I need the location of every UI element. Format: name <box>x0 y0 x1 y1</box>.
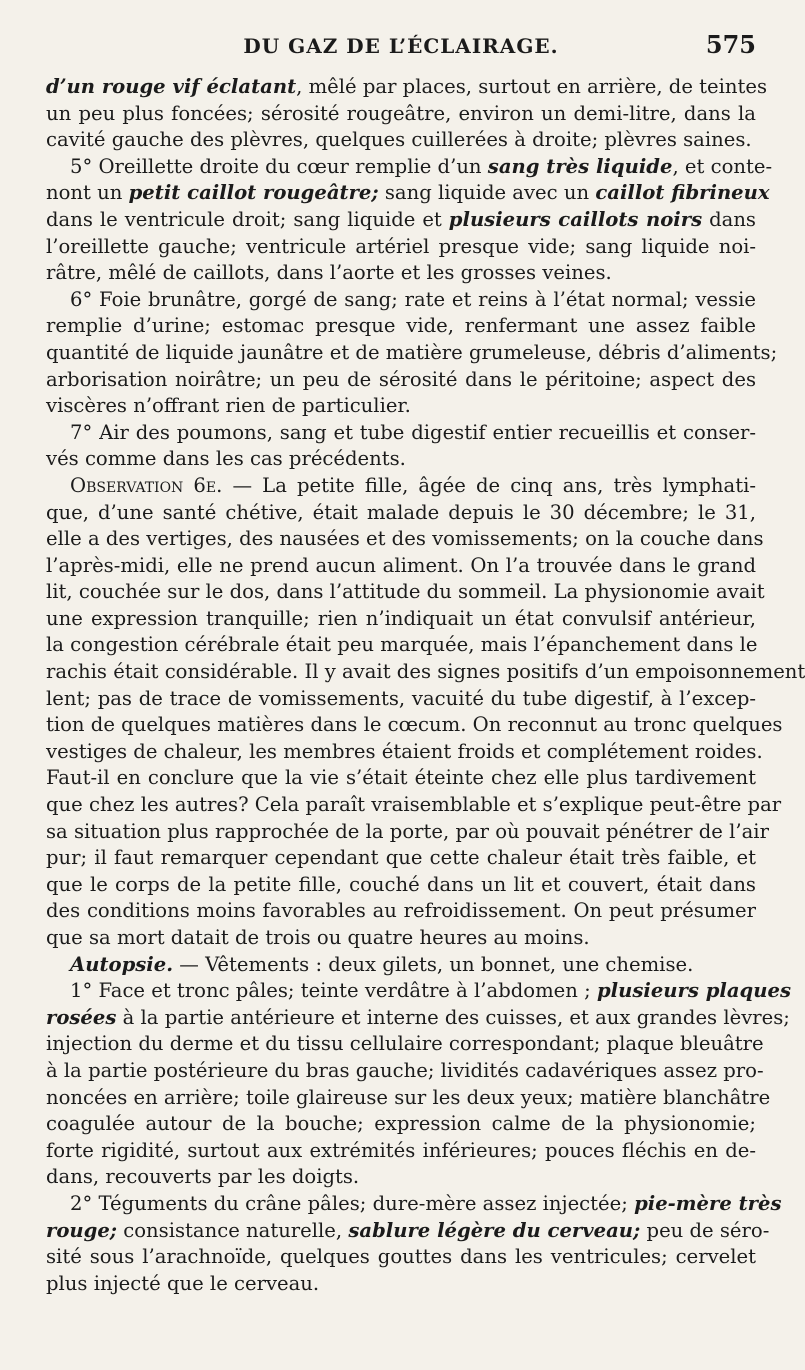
text-segment: dans <box>702 207 756 231</box>
text-line <box>46 1005 790 1032</box>
italic-text: sablure légère du cerveau; <box>348 1218 641 1242</box>
text-line <box>46 473 756 500</box>
text-segment: vestiges de chaleur, les membres étaient froids et complétement roides. <box>46 739 763 763</box>
text-segment: 1° Face et tronc pâles; teinte verdâtre à l’abdomen ; <box>70 979 597 1003</box>
text-line <box>46 1031 764 1058</box>
text-line <box>46 925 756 952</box>
text-line <box>46 207 756 234</box>
text-segment: vés comme dans les cas précédents. <box>46 447 406 471</box>
text-segment: dans, recouverts par les doigts. <box>46 1165 360 1189</box>
text-line <box>46 606 756 633</box>
text-segment: que chez les autres? Cela paraît vraisemblable et s’explique peut-être par <box>46 793 782 817</box>
text-segment: viscères n’offrant rien de particulier. <box>46 394 411 418</box>
italic-text: rosées <box>46 1005 117 1029</box>
text-line <box>46 792 782 819</box>
text-segment: une expression tranquille; rien n’indiquait un état convulsif antérieur, <box>46 606 756 630</box>
text-line <box>46 553 756 580</box>
running-title: DU GAZ DE L’ÉCLAIRAGE. <box>243 34 559 58</box>
text-segment: pur; il faut remarquer cependant que cette chaleur était très faible, et <box>46 846 756 870</box>
text-segment: l’oreillette gauche; ventricule artériel presque vide; sang liquide noi- <box>46 234 756 258</box>
text-line <box>46 1271 756 1298</box>
text-line <box>46 898 756 925</box>
text-line <box>46 845 756 872</box>
italic-text: plusieurs caillots noirs <box>448 207 703 231</box>
text-segment: à la partie postérieure du bras gauche; lividités cadavériques assez pro- <box>46 1058 764 1082</box>
text-line <box>46 686 756 713</box>
text-segment: l’après-midi, elle ne prend aucun aliment. On l’a trouvée dans le grand <box>46 553 756 577</box>
text-line <box>46 978 792 1005</box>
text-line <box>46 632 756 659</box>
italic-text: caillot fibrineux <box>595 181 770 205</box>
text-segment: consistance naturelle, <box>117 1218 349 1242</box>
text-segment: dans le ventricule droit; sang liquide et <box>46 207 449 231</box>
text-line <box>46 765 756 792</box>
text-segment: injection du derme et du tissu cellulaire correspondant; plaque bleuâtre <box>46 1032 764 1056</box>
text-line <box>46 340 778 367</box>
text-line <box>46 1244 756 1271</box>
page-header <box>46 30 756 66</box>
text-segment: coagulée autour de la bouche; expression calme de la physionomie; <box>46 1112 756 1136</box>
text-segment: quantité de liquide jaunâtre et de matière grumeleuse, débris d’aliments; <box>46 340 778 364</box>
text-segment: que, d’une santé chétive, était malade depuis le 30 décembre; le 31, <box>46 500 756 524</box>
text-line <box>46 1191 782 1218</box>
text-line <box>46 872 756 899</box>
text-line <box>46 712 783 739</box>
text-segment: elle a des vertiges, des nausées et des vomissements; on la couche dans <box>46 527 764 551</box>
italic-text: d’un rouge vif éclatant <box>46 75 297 98</box>
italic-text: plusieurs plaques <box>596 979 792 1003</box>
italic-text: petit caillot rougeâtre; <box>128 181 379 205</box>
text-segment: plus injecté que le cerveau. <box>46 1271 320 1295</box>
italic-text: Autopsie. <box>70 952 174 976</box>
text-line <box>46 393 756 420</box>
text-line <box>46 74 768 101</box>
text-segment: à la partie antérieure et interne des cuisses, et aux grandes lèvres; <box>116 1005 790 1029</box>
text-segment: cavité gauche des plèvres, quelques cuillerées à droite; plèvres saines. <box>46 128 752 152</box>
text-segment: sang liquide avec un <box>378 181 596 205</box>
text-segment: nont un <box>46 181 129 205</box>
text-segment: — La petite fille, âgée de cinq ans, très lymphati- <box>222 473 756 497</box>
text-segment: que sa mort datait de trois ou quatre heures au moins. <box>46 926 590 949</box>
text-line <box>46 367 756 394</box>
italic-text: rouge; <box>46 1218 118 1242</box>
text-line <box>46 500 756 527</box>
text-line <box>46 154 773 181</box>
text-line <box>46 420 756 447</box>
text-segment: remplie d’urine; estomac presque vide, renfermant une assez faible <box>46 314 756 338</box>
text-line <box>46 739 763 766</box>
text-line <box>46 659 805 686</box>
text-segment: lit, couchée sur le dos, dans l’attitude du sommeil. La physionomie avait <box>46 580 765 604</box>
text-segment: des conditions moins favorables au refroidissement. On peut présumer <box>46 899 756 923</box>
italic-text: sang très liquide <box>487 154 673 178</box>
text-segment: noncées en arrière; toile glaireuse sur les deux yeux; matière blanchâtre <box>46 1085 771 1109</box>
text-segment: tion de quelques matières dans le cœcum. On reconnut au tronc quelques <box>46 713 783 737</box>
italic-text: pie-mère très <box>634 1191 782 1215</box>
text-line <box>46 1218 770 1245</box>
small-caps-text: Observation 6e. <box>70 473 223 497</box>
text-segment: , et conte- <box>672 154 773 178</box>
text-segment: forte rigidité, surtout aux extrémités inférieures; pouces fléchis en de- <box>46 1138 756 1162</box>
text-line <box>46 1164 756 1191</box>
text-line <box>46 1085 771 1112</box>
text-segment: rachis était considérable. Il y avait des signes positifs d’un empoisonnement <box>46 660 805 684</box>
text-segment: que le corps de la petite fille, couché dans un lit et couvert, était dans <box>46 872 756 896</box>
text-segment: lent; pas de trace de vomissements, vacuité du tube digestif, à l’excep- <box>46 686 756 710</box>
text-segment: , mêlé par places, surtout en arrière, de teintes <box>296 75 768 98</box>
text-line <box>46 127 756 154</box>
text-segment: 5° Oreillette droite du cœur remplie d’un <box>70 154 488 178</box>
text-line <box>46 287 756 314</box>
text-segment: arborisation noirâtre; un peu de sérosité dans le péritoine; aspect des <box>46 367 756 391</box>
text-segment: peu de séro- <box>640 1218 770 1242</box>
text-line <box>46 1138 756 1165</box>
page-number: 575 <box>705 30 756 59</box>
text-line <box>46 101 756 128</box>
text-segment: Faut-il en conclure que la vie s’était éteinte chez elle plus tardivement <box>46 766 756 790</box>
text-line <box>46 579 765 606</box>
text-segment: un peu plus foncées; sérosité rougeâtre, environ un demi-litre, dans la <box>46 101 756 125</box>
text-segment: 7° Air des poumons, sang et tube digestif entier recueillis et conser- <box>70 420 756 444</box>
text-line <box>46 1111 756 1138</box>
text-line <box>46 313 756 340</box>
text-line <box>46 234 756 261</box>
text-segment: — Vêtements : deux gilets, un bonnet, une chemise. <box>173 952 694 976</box>
text-segment: la congestion cérébrale était peu marquée, mais l’épanchement dans le <box>46 633 758 657</box>
text-line <box>46 446 756 473</box>
text-segment: 2° Téguments du crâne pâles; dure-mère assez injectée; <box>70 1191 635 1215</box>
text-line <box>46 819 769 846</box>
text-segment: râtre, mêlé de caillots, dans l’aorte et les grosses veines. <box>46 261 612 285</box>
text-segment: sité sous l’arachnoïde, quelques gouttes dans les ventricules; cervelet <box>46 1245 756 1269</box>
text-segment: sa situation plus rapprochée de la porte, par où pouvait pénétrer de l’air <box>46 819 769 843</box>
text-line <box>46 260 756 287</box>
body-text <box>46 74 805 1297</box>
text-line <box>46 180 770 207</box>
text-line <box>46 526 764 553</box>
text-segment: 6° Foie brunâtre, gorgé de sang; rate et reins à l’état normal; vessie <box>70 287 756 311</box>
text-line <box>46 1058 764 1085</box>
text-line <box>46 952 756 979</box>
